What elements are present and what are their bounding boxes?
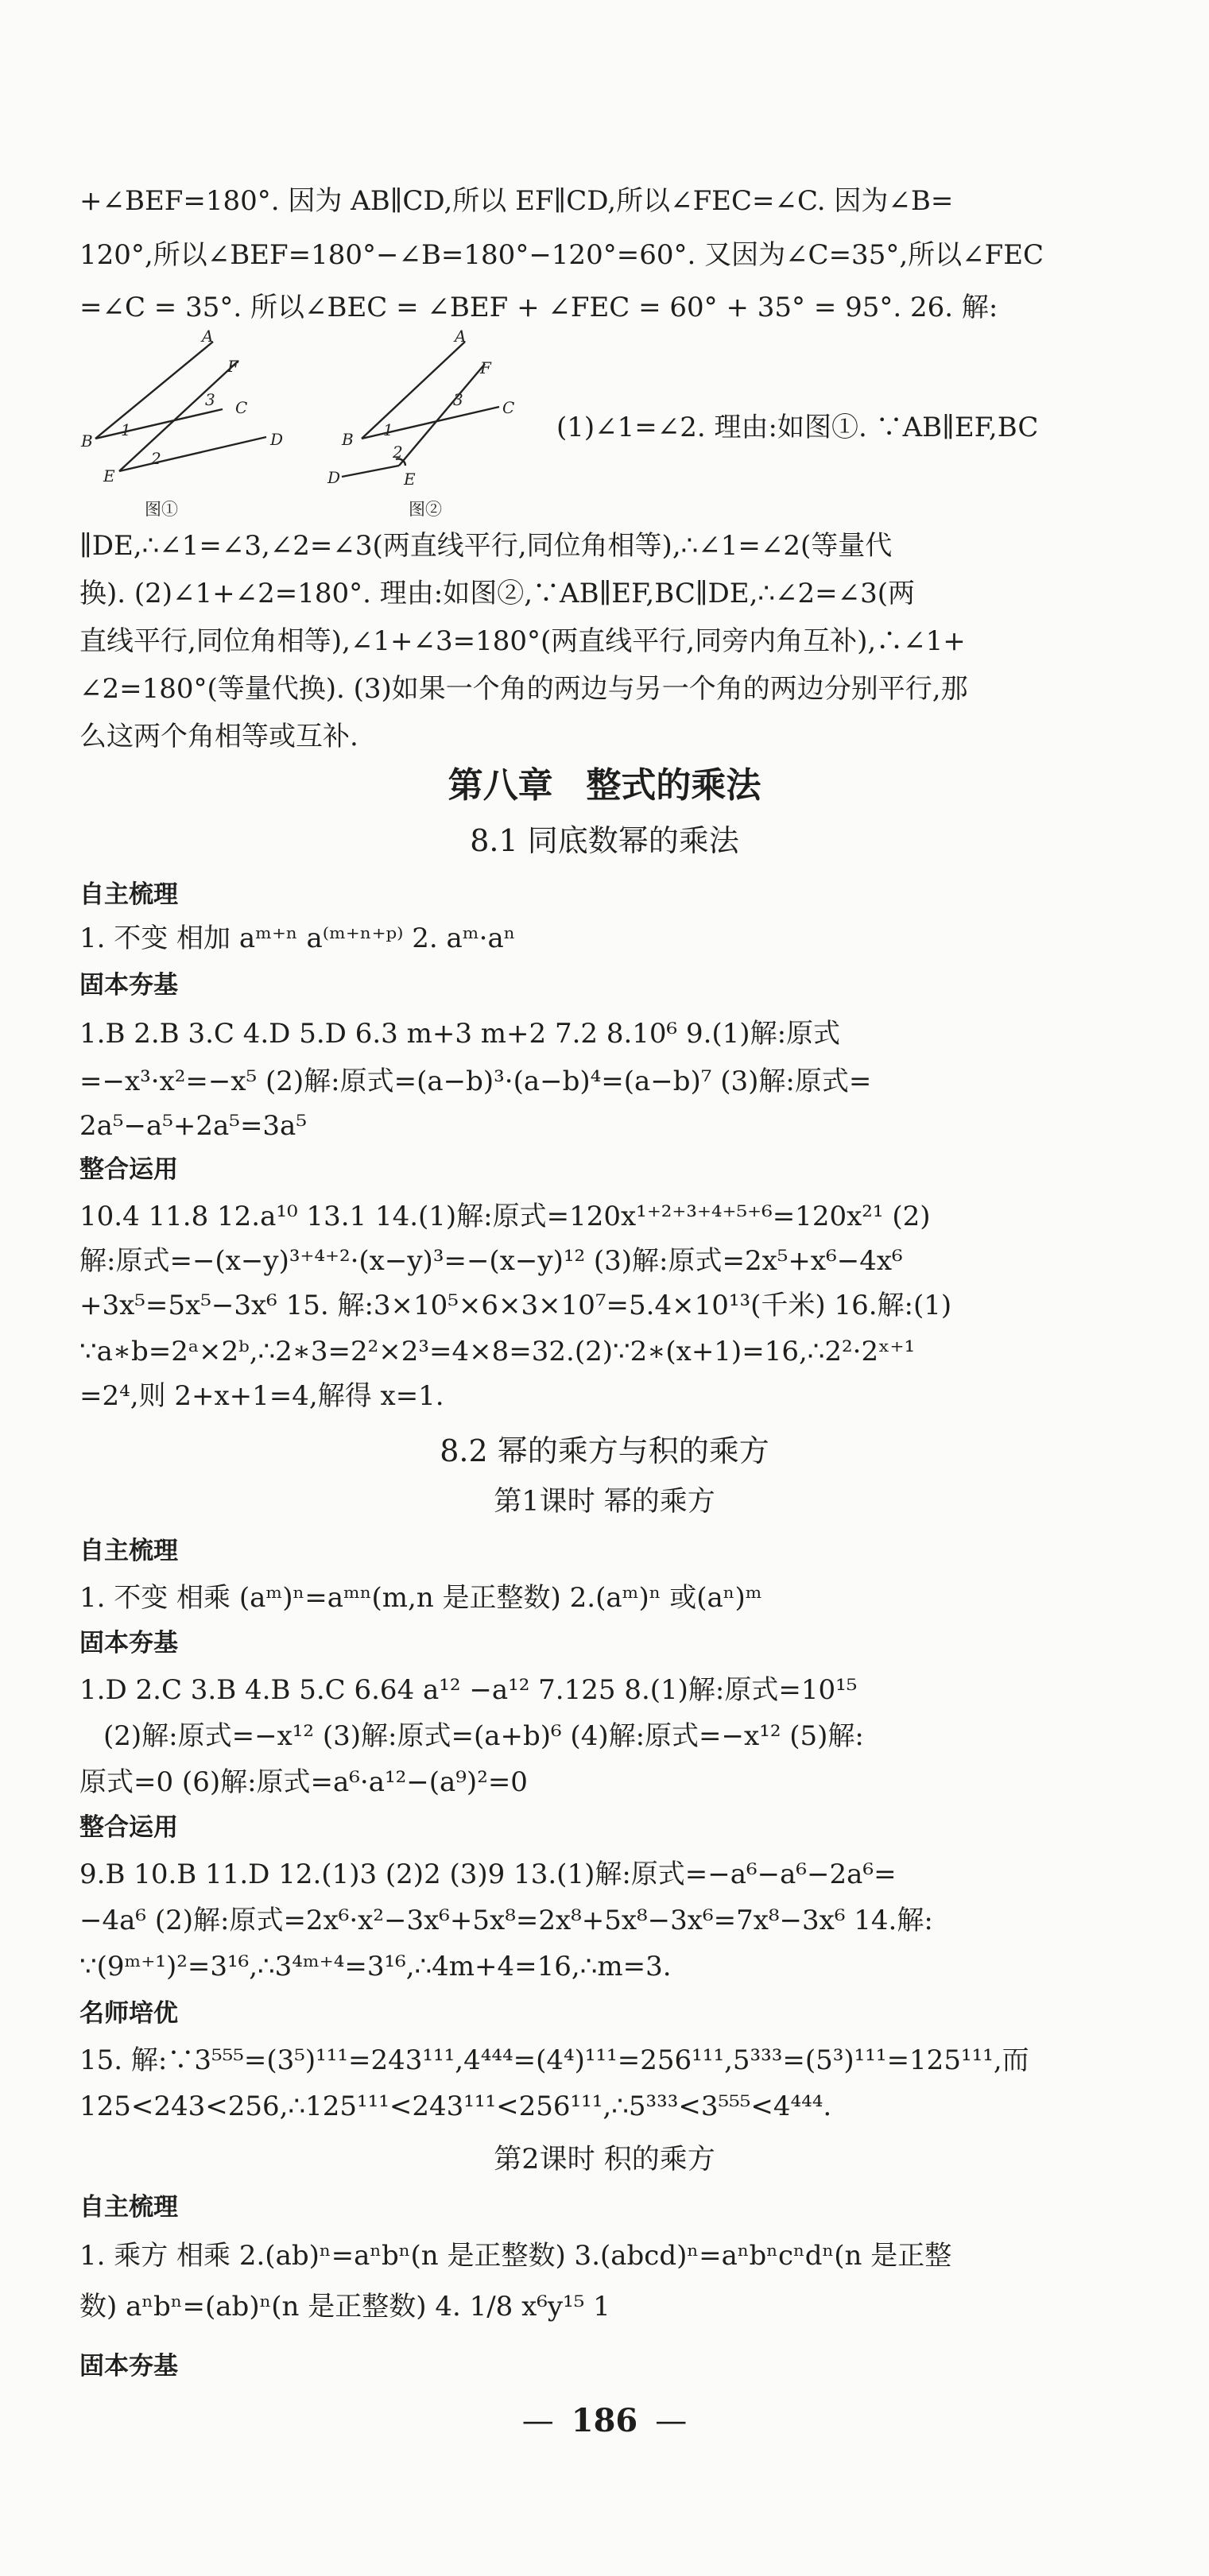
angle-label-1: 1 <box>383 420 393 439</box>
subsection-heading: 自主梳理 <box>79 880 178 909</box>
lesson-title: 第2课时 积的乘方 <box>494 2144 715 2176</box>
text-line: ∵(9ᵐ⁺¹)²=3¹⁶,∴3⁴ᵐ⁺⁴=3¹⁶,∴4m+4=16,∴m=3. <box>79 1951 672 1982</box>
subsection-heading: 自主梳理 <box>79 2193 178 2222</box>
text-line: (2)解:原式=−x¹² (3)解:原式=(a+b)⁶ (4)解:原式=−x¹² (5)解: <box>103 1720 864 1752</box>
text-line: 数) aⁿbⁿ=(ab)ⁿ(n 是正整数) 4. 1/8 x⁶y¹⁵ 1 <box>79 2291 610 2323</box>
label-f: F <box>480 358 491 377</box>
lesson-title: 第1课时 幂的乘方 <box>494 1486 715 1518</box>
subsection-heading: 整合运用 <box>79 1813 178 1842</box>
angle-label-1: 1 <box>121 420 131 439</box>
angle-label-2: 2 <box>393 443 403 462</box>
geometry-figure-1 <box>79 326 310 524</box>
footer-dash: — <box>655 2403 688 2439</box>
text-line: 么这两个角相等或互补. <box>79 721 358 752</box>
label-b: B <box>81 431 93 451</box>
text-line: +3x⁵=5x⁵−3x⁶ 15. 解:3×10⁵×6×3×10⁷=5.4×10¹³(千米) 16.解:(1) <box>79 1290 952 1321</box>
angle-label-3: 3 <box>205 390 215 409</box>
subsection-heading: 固本夯基 <box>79 2352 178 2381</box>
text-line: 1. 乘方 相乘 2.(ab)ⁿ=aⁿbⁿ(n 是正整数) 3.(abcd)ⁿ=aⁿbⁿcⁿdⁿ(n 是正整 <box>79 2240 952 2272</box>
text-line: +∠BEF=180°. 因为 AB∥CD,所以 EF∥CD,所以∠FEC=∠C. 因为∠B= <box>79 185 954 217</box>
text-line: 125<243<256,∴125¹¹¹<243¹¹¹<256¹¹¹,∴5³³³<3⁵⁵⁵<4⁴⁴⁴. <box>79 2091 832 2122</box>
geometry-figure-2 <box>326 326 541 524</box>
label-a: A <box>202 327 214 346</box>
chapter-title: 第八章 整式的乘法 <box>448 765 761 806</box>
text-line: ∵a∗b=2ᵃ×2ᵇ,∴2∗3=2²×2³=4×8=32.(2)∵2∗(x+1)=16,∴2²·2ˣ⁺¹ <box>79 1336 916 1367</box>
text-line: ∠2=180°(等量代换). (3)如果一个角的两边与另一个角的两边分别平行,那 <box>79 673 968 705</box>
label-d: D <box>270 430 284 449</box>
text-line: 15. 解:∵3⁵⁵⁵=(3⁵)¹¹¹=243¹¹¹,4⁴⁴⁴=(4⁴)¹¹¹=256¹¹¹,5³³³=(5³)¹¹¹=125¹¹¹,而 <box>79 2044 1029 2076</box>
text-line: ∥DE,∴∠1=∠3,∠2=∠3(两直线平行,同位角相等),∴∠1=∠2(等量代 <box>79 530 893 562</box>
text-line: 10.4 11.8 12.a¹⁰ 13.1 14.(1)解:原式=120x¹⁺²⁺³⁺⁴⁺⁵⁺⁶=120x²¹ (2) <box>79 1201 931 1232</box>
text-line: 直线平行,同位角相等),∠1+∠3=180°(两直线平行,同旁内角互补),∴∠1+ <box>79 625 966 657</box>
footer-dash: — <box>521 2403 554 2439</box>
text-line: 1. 不变 相加 aᵐ⁺ⁿ a⁽ᵐ⁺ⁿ⁺ᵖ⁾ 2. aᵐ·aⁿ <box>79 922 516 954</box>
text-line: =∠C = 35°. 所以∠BEC = ∠BEF + ∠FEC = 60° + 35° = 95°. 26. 解: <box>79 292 998 323</box>
text-line: 换). (2)∠1+∠2=180°. 理由:如图②,∵AB∥EF,BC∥DE,∴∠2=∠3(两 <box>79 578 916 609</box>
figure-caption: 图① <box>145 500 178 519</box>
angle-label-3: 3 <box>453 390 463 409</box>
text-line: 原式=0 (6)解:原式=a⁶·a¹²−(a⁹)²=0 <box>79 1766 528 1798</box>
text-line: 2a⁵−a⁵+2a⁵=3a⁵ <box>79 1110 307 1142</box>
text-line: =−x³·x²=−x⁵ (2)解:原式=(a−b)³·(a−b)⁴=(a−b)⁷ (3)解:原式= <box>79 1066 872 1097</box>
section-title: 8.2 幂的乘方与积的乘方 <box>440 1433 769 1468</box>
label-b: B <box>342 430 354 449</box>
subsection-heading: 固本夯基 <box>79 971 178 1000</box>
label-d: D <box>327 468 341 487</box>
figure-caption: 图② <box>409 500 442 519</box>
label-a: A <box>455 327 467 346</box>
text-line: 1. 不变 相乘 (aᵐ)ⁿ=aᵐⁿ(m,n 是正整数) 2.(aᵐ)ⁿ 或(aⁿ)ᵐ <box>79 1582 762 1614</box>
label-e: E <box>404 470 416 489</box>
angle-label-2: 2 <box>151 449 161 468</box>
subsection-heading: 自主梳理 <box>79 1537 178 1565</box>
subsection-heading: 整合运用 <box>79 1155 178 1184</box>
text-line: 9.B 10.B 11.D 12.(1)3 (2)2 (3)9 13.(1)解:原式=−a⁶−a⁶−2a⁶= <box>79 1859 897 1890</box>
text-line: 120°,所以∠BEF=180°−∠B=180°−120°=60°. 又因为∠C=35°,所以∠FEC <box>79 239 1044 271</box>
text-line: 1.D 2.C 3.B 4.B 5.C 6.64 a¹² −a¹² 7.125 8.(1)解:原式=10¹⁵ <box>79 1674 858 1706</box>
label-c: C <box>235 398 248 417</box>
label-e: E <box>103 466 115 485</box>
text-line: −4a⁶ (2)解:原式=2x⁶·x²−3x⁶+5x⁸=2x⁸+5x⁸−3x⁶=7x⁸−3x⁶ 14.解: <box>79 1905 933 1936</box>
text-line: =2⁴,则 2+x+1=4,解得 x=1. <box>79 1380 444 1412</box>
page-number: 186 <box>571 2402 638 2439</box>
page-number-footer <box>0 2401 1209 2441</box>
label-c: C <box>502 398 515 417</box>
label-f: F <box>227 357 238 376</box>
subsection-heading: 固本夯基 <box>79 1629 178 1657</box>
section-title: 8.1 同底数幂的乘法 <box>470 823 739 858</box>
text-line: 1.B 2.B 3.C 4.D 5.D 6.3 m+3 m+2 7.2 8.10⁶ 9.(1)解:原式 <box>79 1018 841 1050</box>
subsection-heading: 名师培优 <box>79 1999 178 2028</box>
text-line: 解:原式=−(x−y)³⁺⁴⁺²·(x−y)³=−(x−y)¹² (3)解:原式=2x⁵+x⁶−4x⁶ <box>79 1245 903 1277</box>
text-line: (1)∠1=∠2. 理由:如图①. ∵AB∥EF,BC <box>556 412 1039 443</box>
